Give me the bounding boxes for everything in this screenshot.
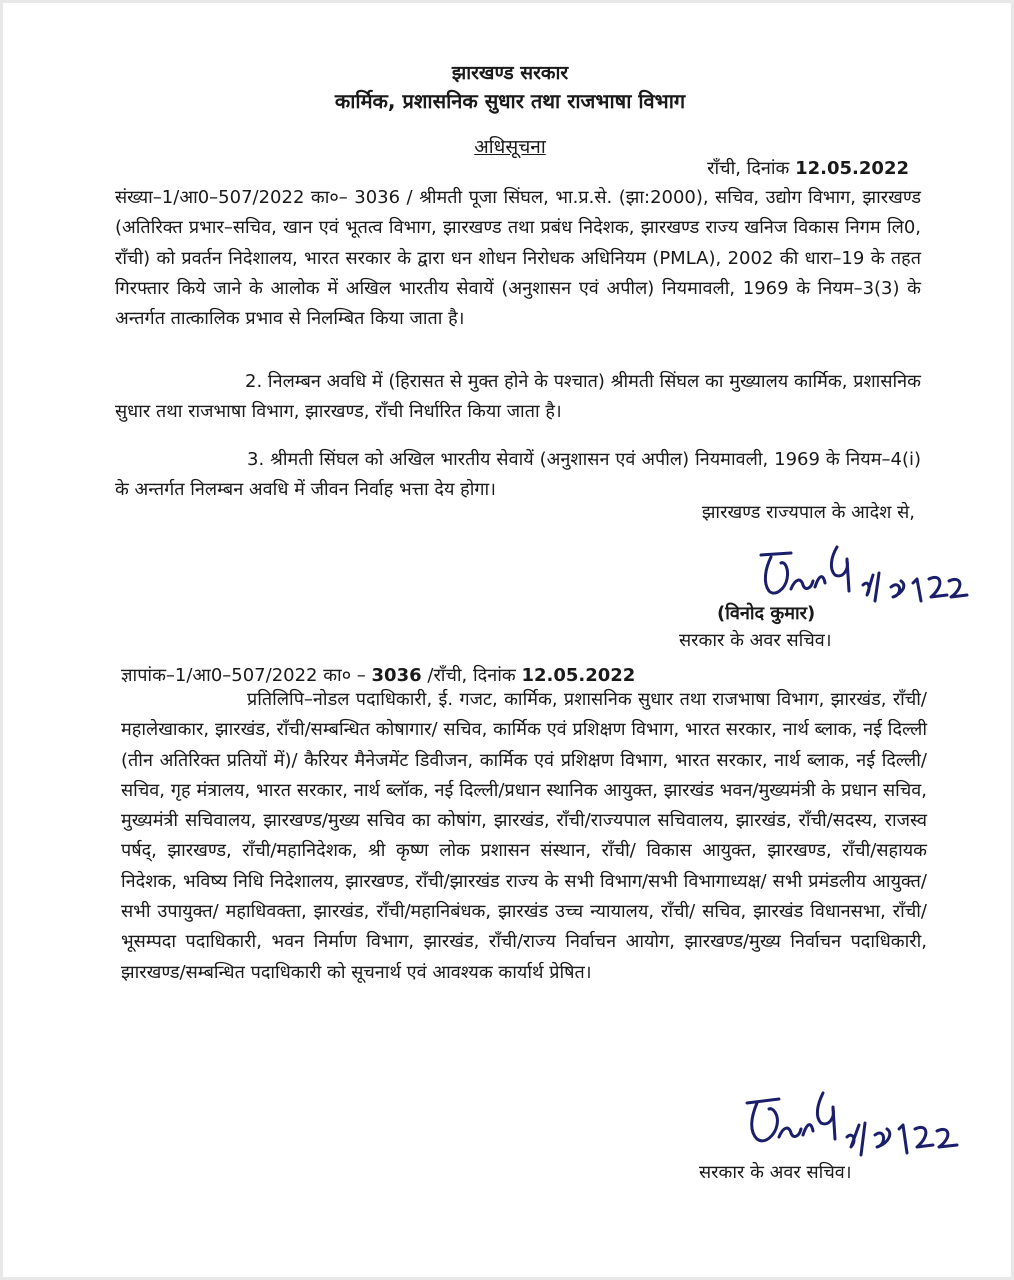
memo-prefix: ज्ञापांक–1/आ0–507/2022 का० – xyxy=(121,665,366,686)
officer-title: सरकार के अवर सचिव। xyxy=(679,630,832,651)
memo-date: 12.05.2022 xyxy=(521,665,636,686)
notice-date: 12.05.2022 xyxy=(795,158,909,179)
place-date xyxy=(707,156,909,180)
copy-distribution xyxy=(121,685,927,988)
place-date-prefix: राँची, दिनांक xyxy=(707,158,790,179)
closing-signature xyxy=(739,1083,969,1169)
paragraph-1: संख्या–1/आ0–507/2022 का०– 3036 / श्रीमती पूजा सिंघल, भा.प्र.से. (झा:2000), सचिव, उद्योग विभाग, झारखण्ड (अतिरिक्त प्रभार–सचिव, खान एवं भूतत्व विभाग, झारखण्ड तथा प्रबंध निदेशक, झारखण्ड राज्य खनिज विकास निगम लि0, राँची) को प्रवर्तन निदेशालय, भारत सरकार के द्वारा धन शोधन निरोधक अधिनियम (PMLA), 2002 की धारा–19 के तहत गिरफ्तार किये जाने के आलोक में अखिल भारतीय सेवायें (अनुशासन एवं अपील) नियमावली, 1969 के नियम–3(3) के अन्तर्गत तात्कालिक प्रभाव से निलम्बित किया जाता है। xyxy=(115,187,921,330)
memo-place: /राँची, दिनांक xyxy=(427,665,516,686)
paragraph-2 xyxy=(115,367,921,428)
paragraph-3-text: 3. श्रीमती सिंघल को अखिल भारतीय सेवायें (अनुशासन एवं अपील) नियमावली, 1969 के नियम–4(i) के अन्तर्गत निलम्बन अवधि में जीवन निर्वाह भत्ता देय होगा। xyxy=(115,449,921,501)
notice-title: अधिसूचना xyxy=(474,136,546,158)
copy-distribution-text: प्रतिलिपि–नोडल पदाधिकारी, ई. गजट, कार्मिक, प्रशासनिक सुधार तथा राजभाषा विभाग, झारखंड, राँची/महालेखाकार, झारखंड, राँची/सम्बन्धित कोषागार/ सचिव, कार्मिक एवं प्रशिक्षण विभाग, भारत सरकार, नार्थ ब्लाक, नई दिल्ली (तीन अतिरिक्त प्रतियों में)/ कैरियर मैनेजमेंट डिवीजन, कार्मिक एवं प्रशिक्षण विभाग, भारत सरकार, नार्थ ब्लाक, नई दिल्ली/सचिव, गृह मंत्रालय, भारत सरकार, नार्थ ब्लॉक, नई दिल्ली/प्रधान स्थानिक आयुक्त, झारखंड भवन/मुख्यमंत्री के प्रधान सचिव, मुख्यमंत्री सचिवालय, झारखण्ड/मुख्य सचिव का कोषांग, झारखंड, राँची/राज्यपाल सचिवालय, झारखंड, राँची/सदस्य, राजस्व पर्षद्, झारखण्ड, राँची/महानिदेशक, श्री कृष्ण लोक प्रशासन संस्थान, राँची/ विकास आयुक्त, झारखण्ड, राँची/सहायक निदेशक, भविष्य निधि निदेशालय, झारखण्ड, राँची/झारखंड राज्य के सभी विभाग/सभी विभागाध्यक्ष/ सभी प्रमंडलीय आयुक्त/सभी उपायुक्त/ महाधिवक्ता, झारखंड, राँची/महानिबंधक, झारखंड उच्च न्यायालय, राँची/ सचिव, झारखंड विधानसभा, राँची/ भूसम्पदा पदाधिकारी, भवन निर्माण विभाग, झारखंड, राँची/राज्य निर्वाचन आयोग, झारखण्ड/मुख्य निर्वाचन पदाधिकारी, झारखण्ड/सम्बन्धित पदाधिकारी को सूचनार्थ एवं आवश्यक कार्यार्थ प्रेषित। xyxy=(121,689,927,983)
paragraph-2-text: 2. निलम्बन अवधि में (हिरासत से मुक्त होने के पश्चात) श्रीमती सिंघल का मुख्यालय कार्मिक, प्रशासनिक सुधार तथा राजभाषा विभाग, झारखण्ड, राँची निर्धारित किया जाता है। xyxy=(115,371,921,423)
closing-signature-date: 12/5/22 xyxy=(859,1135,863,1136)
memo-number: 3036 xyxy=(371,665,422,686)
order-line: झारखण्ड राज्यपाल के आदेश से, xyxy=(701,502,915,523)
officer-name: (विनोद कुमार) xyxy=(717,603,816,624)
memo-line xyxy=(121,663,635,687)
government-heading: झारखण्ड सरकार xyxy=(451,62,569,84)
signature-date: 12/5/22 xyxy=(871,591,875,592)
paragraph-3 xyxy=(115,445,921,506)
department-heading: कार्मिक, प्रशासनिक सुधार तथा राजभाषा विभाग xyxy=(334,89,686,113)
closing-officer-title: सरकार के अवर सचिव। xyxy=(699,1162,852,1183)
